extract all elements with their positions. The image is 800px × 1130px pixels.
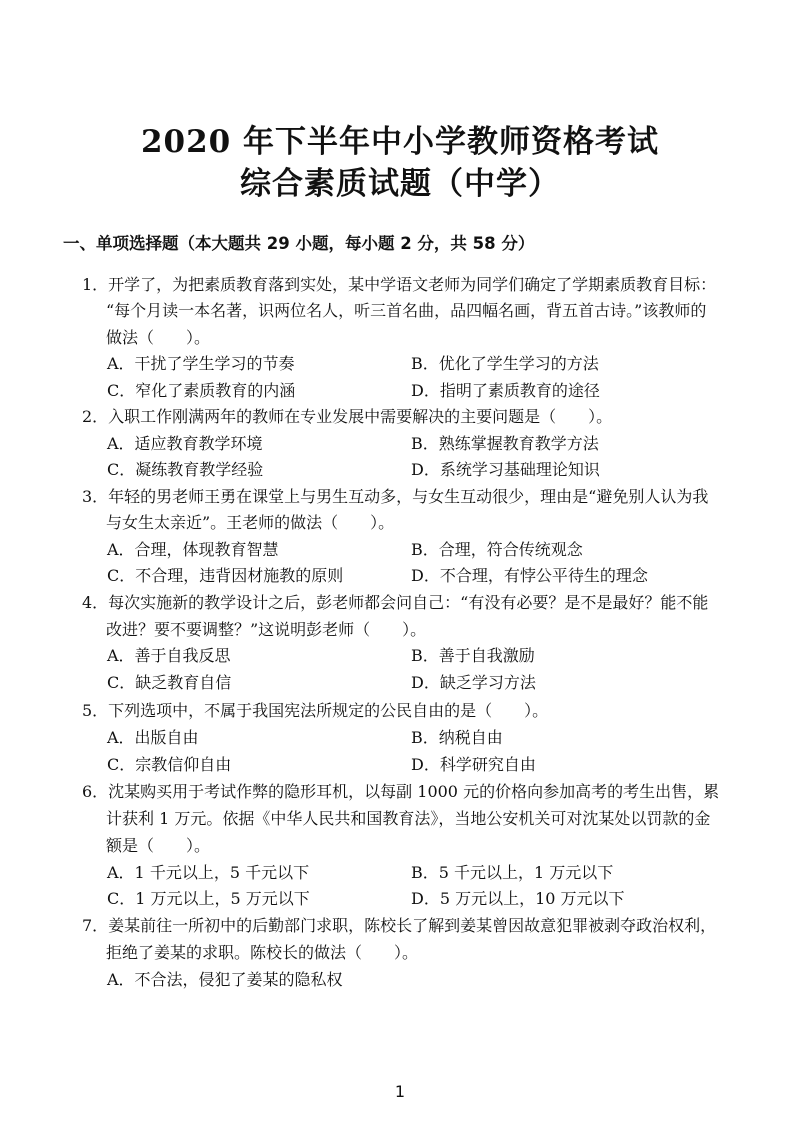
question-4-option-c: C．缺乏教育自信 (107, 673, 232, 692)
question-5-option-a: A．出版自由 (107, 728, 199, 747)
question-1-option-a: A．干扰了学生学习的节奏 (107, 354, 295, 373)
question-6-option-c: C．1 万元以上，5 万元以下 (107, 889, 310, 908)
question-2-line-1: 2．入职工作刚满两年的教师在专业发展中需要解决的主要问题是（ ）。 (82, 407, 613, 426)
question-7-option-a: A．不合法，侵犯了姜某的隐私权 (107, 970, 343, 989)
question-4-option-d: D．缺乏学习方法 (411, 673, 536, 692)
question-5-option-d: D．科学研究自由 (411, 755, 536, 774)
question-3-option-a: A．合理，体现教育智慧 (107, 540, 279, 559)
question-6-option-a: A．1 千元以上，5 千元以下 (107, 863, 310, 882)
question-3-option-b: B．合理，符合传统观念 (411, 540, 583, 559)
question-4-line-1: 4．每次实施新的教学设计之后，彭老师都会问自己：“有没有必要？是不是最好？能不能 (82, 593, 709, 612)
question-2-option-c: C．凝练教育教学经验 (107, 460, 264, 479)
question-3-line-2: 与女生太亲近”。王老师的做法（ ）。 (106, 513, 395, 532)
question-1-option-b: B．优化了学生学习的方法 (411, 354, 599, 373)
question-5-option-b: B．纳税自由 (411, 728, 503, 747)
question-4-option-a: A．善于自我反思 (107, 646, 231, 665)
exam-subtitle: 综合素质试题（中学） (240, 166, 560, 202)
question-3-option-d: D．不合理，有悖公平待生的理念 (411, 566, 648, 585)
question-2-option-d: D．系统学习基础理论知识 (411, 460, 600, 479)
question-7-line-1: 7．姜某前往一所初中的后勤部门求职，陈校长了解到姜某曾因故意犯罪被剥夺政治权利， (82, 916, 717, 935)
question-6-line-1: 6．沈某购买用于考试作弊的隐形耳机，以每副 1000 元的价格向参加高考的考生出售，累 (82, 782, 720, 801)
exam-title: 2020 年下半年中小学教师资格考试 (140, 124, 660, 160)
section-heading: 一、单项选择题（本大题共 29 小题，每小题 2 分，共 58 分） (63, 234, 535, 253)
question-2-option-b: B．熟练掌握教育教学方法 (411, 434, 599, 453)
question-6-option-d: D．5 万元以上，10 万元以下 (411, 889, 625, 908)
question-6-line-2: 计获利 1 万元。依据《中华人民共和国教育法》，当地公安机关可对沈某处以罚款的金 (106, 809, 711, 828)
question-5-option-c: C．宗教信仰自由 (107, 755, 232, 774)
page-number: 1 (394, 1082, 406, 1101)
question-3-line-1: 3．年轻的男老师王勇在课堂上与男生互动多，与女生互动很少，理由是“避免别人认为我 (82, 487, 709, 506)
question-6-option-b: B．5 千元以上，1 万元以下 (411, 863, 614, 882)
question-4-option-b: B．善于自我激励 (411, 646, 535, 665)
question-1-option-d: D．指明了素质教育的途径 (411, 381, 600, 400)
question-1-line-3: 做法（ ）。 (106, 328, 211, 347)
question-1-line-2: “每个月读一本名著，识两位名人，听三首名曲，品四幅名画，背五首古诗。”该教师的 (106, 301, 707, 320)
question-7-line-2: 拒绝了姜某的求职。陈校长的做法（ ）。 (106, 943, 419, 962)
question-3-option-c: C．不合理，违背因材施教的原则 (107, 566, 344, 585)
question-4-line-2: 改进？要不要调整？”这说明彭老师（ ）。 (106, 620, 427, 639)
question-5-line-1: 5．下列选项中，不属于我国宪法所规定的公民自由的是（ ）。 (82, 701, 549, 720)
question-6-line-3: 额是（ ）。 (106, 836, 211, 855)
question-1-option-c: C．窄化了素质教育的内涵 (107, 381, 296, 400)
question-2-option-a: A．适应教育教学环境 (107, 434, 263, 453)
question-1-line-1: 1．开学了，为把素质教育落到实处，某中学语文老师为同学们确定了学期素质教育目标： (82, 275, 717, 294)
